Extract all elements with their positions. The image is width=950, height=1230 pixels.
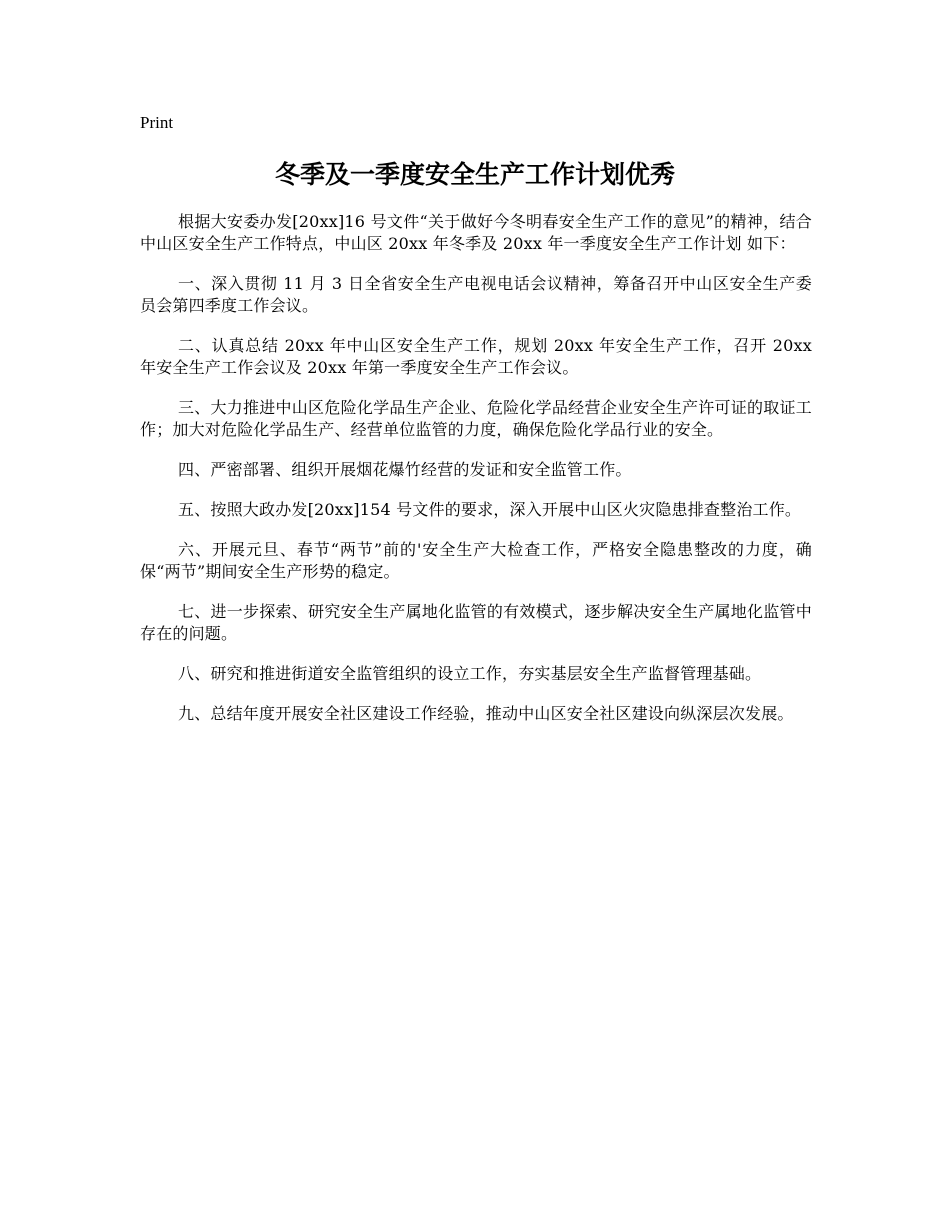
- item-paragraph-1: 一、深入贯彻 11 月 3 日全省安全生产电视电话会议精神，筹备召开中山区安全生产委员会第四季度工作会议。: [140, 274, 812, 315]
- item-paragraph-7: 七、进一步探索、研究安全生产属地化监管的有效模式，逐步解决安全生产属地化监管中存在的问题。: [140, 602, 812, 643]
- print-label[interactable]: Print: [140, 113, 174, 132]
- item-paragraph-3: 三、大力推进中山区危险化学品生产企业、危险化学品经营企业安全生产许可证的取证工作；加大对危险化学品生产、经营单位监管的力度，确保危险化学品行业的安全。: [140, 398, 812, 439]
- item-paragraph-2: 二、认真总结 20xx 年中山区安全生产工作，规划 20xx 年安全生产工作，召开 20xx 年安全生产工作会议及 20xx 年第一季度安全生产工作会议。: [140, 336, 812, 377]
- item-paragraph-5: 五、按照大政办发[20xx]154 号文件的要求，深入开展中山区火灾隐患排查整治工作。: [178, 500, 802, 519]
- item-paragraph-8: 八、研究和推进街道安全监管组织的设立工作，夯实基层安全生产监督管理基础。: [178, 664, 762, 683]
- item-paragraph-4: 四、严密部署、组织开展烟花爆竹经营的发证和安全监管工作。: [178, 460, 632, 479]
- document-body: [140, 211, 812, 743]
- intro-paragraph: 根据大安委办发[20xx]16 号文件“关于做好今冬明春安全生产工作的意见”的精神，结合中山区安全生产工作特点，中山区 20xx 年冬季及 20xx 年一季度安全生产工作计划 如下：: [140, 212, 812, 253]
- item-paragraph-9: 九、总结年度开展安全社区建设工作经验，推动中山区安全社区建设向纵深层次发展。: [178, 704, 794, 723]
- item-paragraph-6: 六、开展元旦、春节“两节”前的'安全生产大检查工作，严格安全隐患整改的力度，确保“两节”期间安全生产形势的稳定。: [140, 540, 812, 581]
- document-title: 冬季及一季度安全生产工作计划优秀: [274, 160, 675, 189]
